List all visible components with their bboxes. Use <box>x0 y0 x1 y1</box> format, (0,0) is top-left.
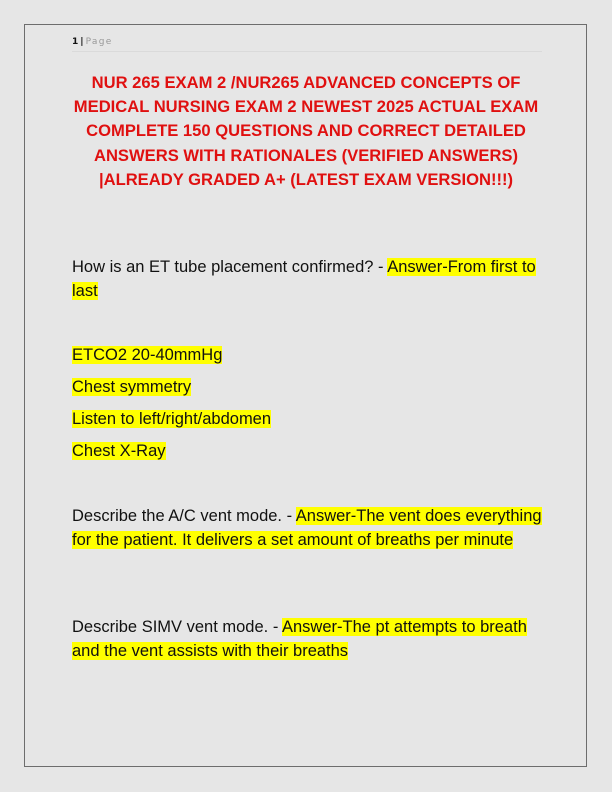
answer-text: Answer-From first to last <box>72 258 536 300</box>
answer-text: Answer-The pt attempts to breath and the vent assists with their breaths <box>72 618 527 660</box>
question-text: Describe the A/C vent mode. - <box>72 507 296 525</box>
qa-item <box>72 615 542 663</box>
list-item: Chest X-Ray <box>72 442 166 460</box>
qa-item <box>72 255 542 303</box>
page-header <box>72 37 542 47</box>
header-separator: | <box>80 37 84 47</box>
header-divider <box>72 51 542 52</box>
question-text: How is an ET tube placement confirmed? - <box>72 258 388 276</box>
qa-item <box>72 504 542 552</box>
page-label: Page <box>85 37 113 47</box>
answer-list-item <box>72 439 542 463</box>
answer-list-item <box>72 375 542 399</box>
answer-text: Answer-The vent does everything for the patient. It delivers a set amount of breaths per minute <box>72 507 542 549</box>
list-item: ETCO2 20-40mmHg <box>72 346 223 364</box>
list-item: Listen to left/right/abdomen <box>72 410 272 428</box>
answer-list-item <box>72 343 542 367</box>
page-number: 1 <box>72 37 79 47</box>
answer-list-item <box>72 407 542 431</box>
list-item: Chest symmetry <box>72 378 192 396</box>
question-text: Describe SIMV vent mode. - <box>72 618 282 636</box>
document-title: NUR 265 EXAM 2 /NUR265 ADVANCED CONCEPTS OF MEDICAL NURSING EXAM 2 NEWEST 2025 ACTUAL EXAM COMPLETE 150 QUESTIONS AND CORRECT DETAILED ANSWERS WITH RATIONALES (VERIFIED ANSWERS) |ALREADY GRADED A+ (LATEST EXAM VERSION!!!) <box>73 73 539 189</box>
